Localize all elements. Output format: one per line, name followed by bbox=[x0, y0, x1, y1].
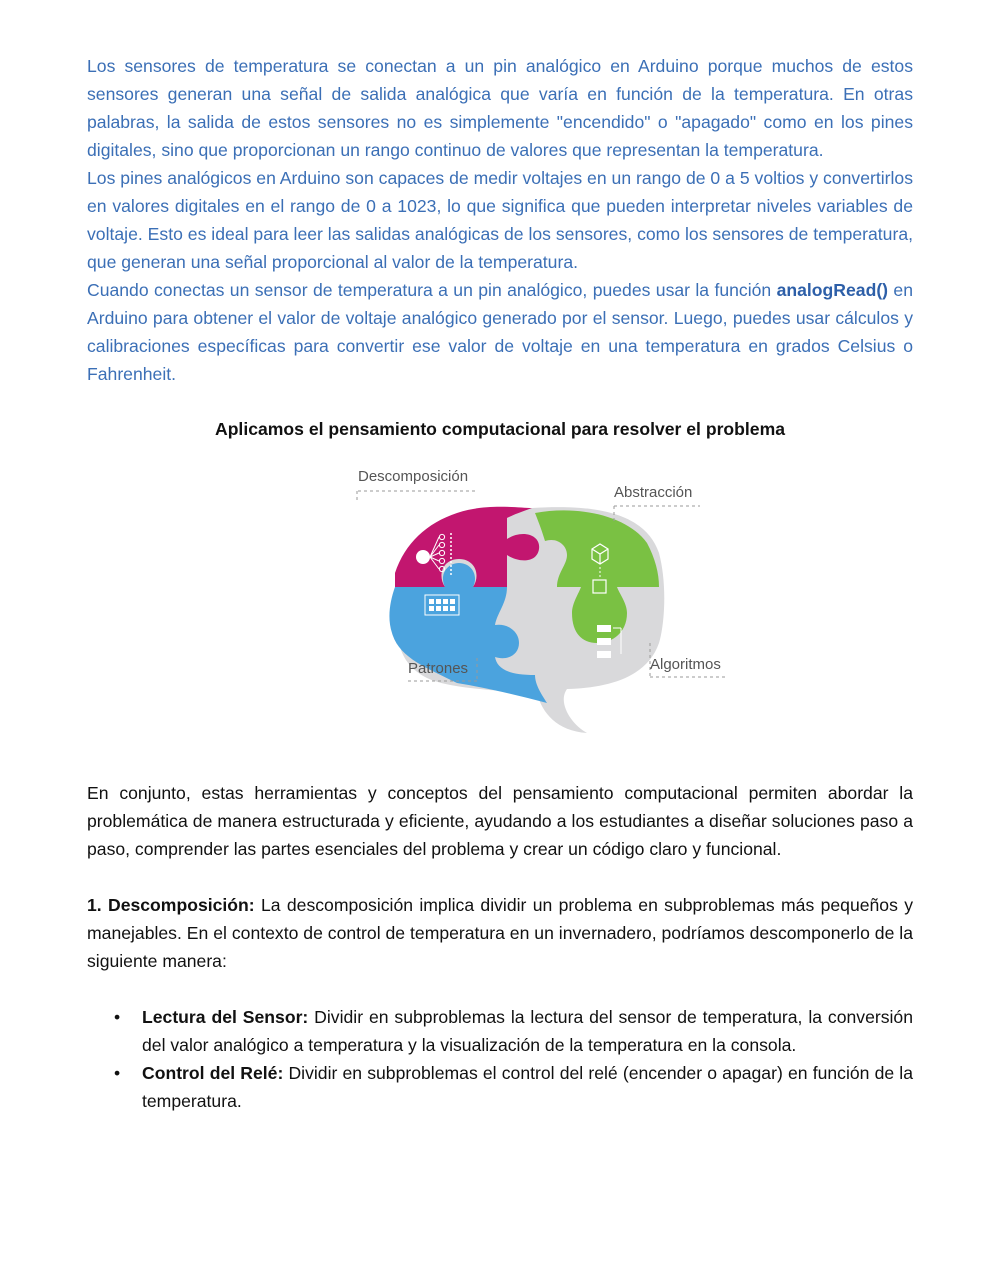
paragraph3-after: en Arduino para obtener el valor de voltaje analógico generado por el sensor. Luego, puedes usar cálculos y calibraciones específicas para convertir ese valor de voltaje en una temperatura en grados Celsius o Fahrenheit. bbox=[87, 280, 913, 384]
figure-label-abstraction: Abstracción bbox=[614, 484, 693, 501]
figure-label-decomposition: Descomposición bbox=[358, 468, 469, 485]
intro-paragraph-1: Los sensores de temperatura se conectan a un pin analógico en Arduino porque muchos de estos sensores generan una señal de salida analógica que varía en función de la temperatura. En otras palabras, la salida de estos sensores no es simplemente "encendido" o "apagado" como en los pines digitales, sino que proporcionan un rango continuo de valores que representan la temperatura. bbox=[87, 56, 913, 160]
tree-root-icon bbox=[416, 550, 430, 564]
list-item-label: Lectura del Sensor: bbox=[142, 1007, 309, 1027]
figure-label-patterns: Patrones bbox=[408, 660, 469, 677]
pattern-cell-icon bbox=[429, 599, 434, 604]
paragraph3-before: Cuando conectas un sensor de temperatura a un pin analógico, puedes usar la función bbox=[87, 280, 777, 300]
bullet-icon: • bbox=[114, 1007, 121, 1027]
flow-step-icon bbox=[597, 638, 611, 645]
figure-label-algorithms: Algoritmos bbox=[650, 656, 721, 673]
list-item-text: Dividir en subproblemas el control del relé (encender o apagar) en función de la temperatura. bbox=[142, 1063, 914, 1111]
pattern-cell-icon bbox=[450, 599, 455, 604]
decomposition-text: La descomposición implica dividir un problema en subproblemas más pequeños y manejables. En el contexto de control de temperatura en un invernadero, podríamos descomponerlo de la siguiente manera: bbox=[87, 895, 913, 971]
list-item-relay-control bbox=[87, 1059, 913, 1115]
pattern-cell-icon bbox=[443, 599, 448, 604]
section-heading: Aplicamos el pensamiento computacional para resolver el problema bbox=[214, 419, 786, 439]
flow-step-icon bbox=[597, 651, 611, 658]
decomposition-list bbox=[87, 1003, 913, 1115]
pattern-cell-icon bbox=[436, 606, 441, 611]
computational-thinking-figure bbox=[87, 463, 913, 743]
list-item-text: Dividir en subproblemas la lectura del sensor de temperatura, la conversión del valor analógico a temperatura y la visualización de la temperatura en la consola. bbox=[142, 1007, 913, 1055]
pattern-cell-icon bbox=[429, 606, 434, 611]
intro-paragraph-3 bbox=[87, 276, 913, 388]
summary-paragraph: En conjunto, estas herramientas y conceptos del pensamiento computacional permiten abordar la problemática de manera estructurada y eficiente, ayudando a los estudiantes a diseñar soluciones paso a paso, comprender las partes esenciales del problema y crear un código claro y funcional. bbox=[87, 783, 913, 859]
list-item-label: Control del Relé: bbox=[142, 1063, 284, 1083]
document-page bbox=[87, 52, 913, 1115]
brain-puzzle-illustration bbox=[87, 463, 913, 743]
pattern-cell-icon bbox=[436, 599, 441, 604]
flow-step-icon bbox=[597, 625, 611, 632]
bullet-icon: • bbox=[114, 1063, 121, 1083]
intro-paragraph-2: Los pines analógicos en Arduino son capaces de medir voltajes en un rango de 0 a 5 voltios y convertirlos en valores digitales en el rango de 0 a 1023, lo que significa que pueden interpretar niveles variables de voltaje. Esto es ideal para leer las salidas analógicas de los sensores, como los sensores de temperatura, que generan una señal proporcional al valor de la temperatura. bbox=[87, 168, 913, 272]
analogread-function: analogRead() bbox=[776, 280, 889, 300]
pattern-cell-icon bbox=[443, 606, 448, 611]
decomposition-paragraph bbox=[87, 891, 913, 975]
decomposition-label: 1. Descomposición: bbox=[87, 895, 255, 915]
list-item-sensor-reading bbox=[87, 1003, 913, 1059]
pattern-cell-icon bbox=[450, 606, 455, 611]
